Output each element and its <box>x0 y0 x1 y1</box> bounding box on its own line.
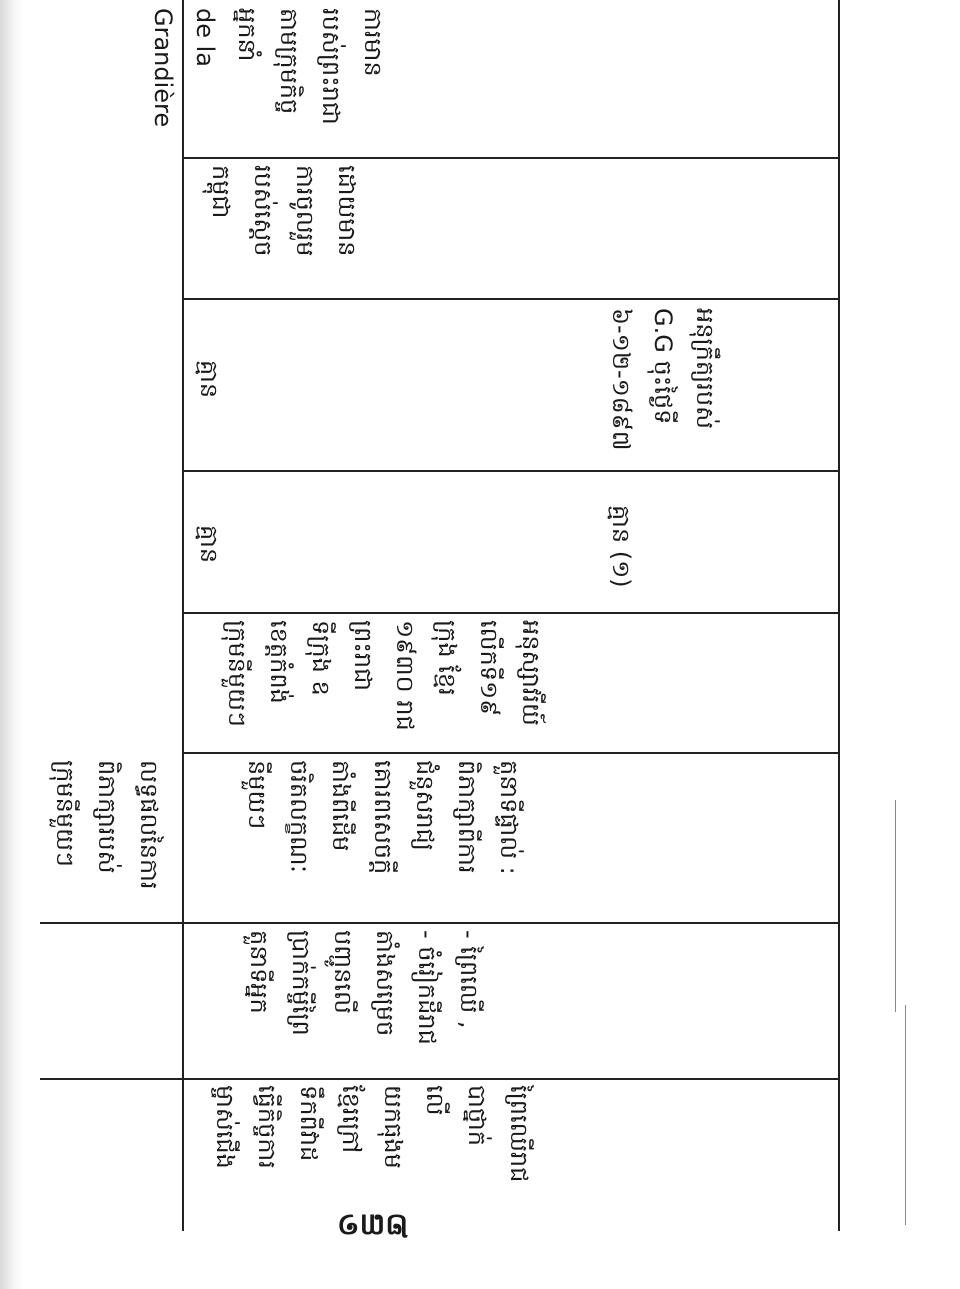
page-number: ២៣១ <box>336 1207 408 1242</box>
col6-row2-text: អនុក្រឹត្យរបស់ G.G ចុះថ្ងៃទី ៦-១២-១៨៩៧ <box>607 308 719 451</box>
table-border-left <box>838 0 840 1231</box>
col7-row1-text: ដោយមាន ការចូលរួម របស់ស្ដេច កម្ពុជា <box>207 165 361 257</box>
faint-mark-1 <box>895 800 896 1012</box>
col1-row1-text: ព្រៃឈើរាជ បាថ្នាក់ លើ យកធុងម ខ្មែរក្រៅ ទឹកពីវាដ ធ្វើកិច្ចការ ម្ចាស់ជើង <box>211 1085 533 1183</box>
col3-row1-text: លទ្ធផលនៃការ ពិភាក្សារបស់ ក្រុមនីមួយៗ <box>51 760 163 890</box>
table-divider-5 <box>40 922 838 924</box>
table-divider-1 <box>182 298 838 300</box>
table-border-right <box>182 157 838 159</box>
col6-row1-text: គ្មាន <box>195 360 223 399</box>
table-divider-2 <box>182 470 838 472</box>
col3-row2-text: តួនាទីផ្ទាល់ : ពិភាក្សាពីការ ជំនួសរាជ្យ គោរពសេចក្ដី តាំងពីដើម ចរិតលក្ខណៈ នីមួយៗ <box>243 760 523 875</box>
col4-row1-text: អនុស្សាវរីយ៍ លើកទី១៩ ក្រុង ខ្មែរ ១៩៣០ រាជ ព្រះរាជា ទីក្រុង ឧ ខេត្តកំពង់ ក្រុមនីមួយៗ <box>223 620 545 731</box>
faint-mark-2 <box>905 1005 906 1225</box>
scan-shadow <box>0 0 22 1289</box>
col5-row2-text: គ្មាន (១) <box>607 505 635 588</box>
table-border-top <box>182 0 184 1231</box>
col2-row2-text: - ព្រៃឈើ , - ចំរៀកដីរាជ តាំងសម្រេច បញ្ជូនលើ ប្រាក់កម្ចីព្រៃ តួនាទីអ្នក <box>245 930 483 1045</box>
col8-row1-text: ការមាន របស់ព្រះរាជា តាមក្រុមកិច្ច អ្នកនាំ de la Grandière <box>149 8 387 128</box>
col5-row1-text: គ្មាន <box>195 525 223 564</box>
table-divider-4 <box>182 752 838 754</box>
table-divider-3 <box>182 612 838 614</box>
